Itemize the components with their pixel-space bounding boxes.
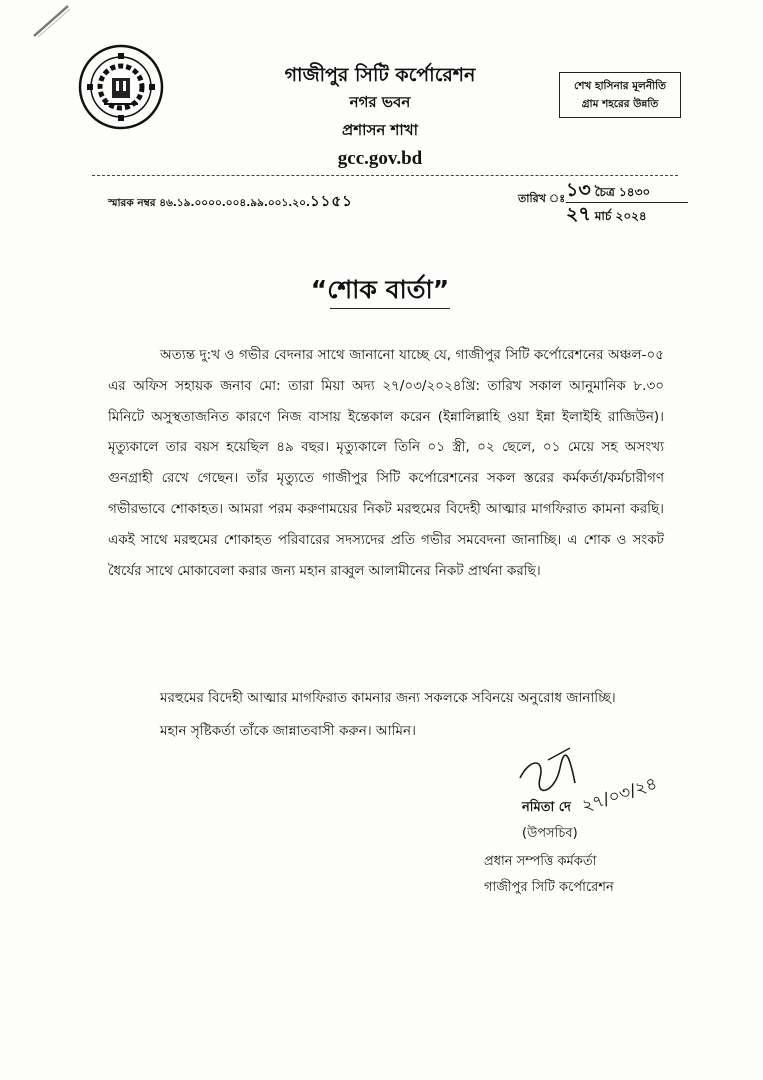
closing-line-1: মরহুমের বিদেহী আত্মার মাগফিরাত কামনার জন্য সকলকে সবিনয়ে অনুরোধ জানাচ্ছি।	[160, 690, 616, 706]
date-english-day: ২৭	[566, 203, 591, 225]
website[interactable]: gcc.gov.bd	[337, 148, 423, 169]
memo-reference	[108, 190, 353, 215]
signatory-organization: গাজীপুর সিটি কর্পোরেশন	[484, 880, 614, 895]
date-label: তারিখ ঃ	[518, 192, 566, 205]
date-bangla-rest: চৈত্র ১৪৩০	[594, 185, 651, 199]
building-name: নগর ভবন	[349, 93, 411, 111]
signatory-name: নমিতা দে	[522, 800, 571, 815]
slogan-line-1: শেখ হাসিনার মূলনীতি	[573, 80, 667, 92]
document-title: “শোক বার্তা”	[310, 275, 450, 304]
section-name: প্রশাসন শাখা	[342, 121, 418, 139]
signatory-office: প্রধান সম্পত্তি কর্মকর্তা	[484, 854, 597, 869]
signatory-designation: (উপসচিব)	[522, 826, 578, 841]
slogan-box	[559, 72, 681, 118]
memo-label: স্মারক নম্বর ৪৬.১৯.০০০০.০০৪.৯৯.০০১.২০.	[108, 197, 310, 209]
closing-line-2: মহান সৃষ্টিকর্তা তাঁকে জান্নাতবাসী করুন। আমিন।	[160, 723, 416, 739]
slogan-line-2: গ্রাম শহরের উন্নতি	[581, 98, 659, 110]
paragraph-main: অত্যন্ত দু:খ ও গভীর বেদনার সাথে জানানো যাচ্ছে যে, গাজীপুর সিটি কর্পোরেশনের অঞ্চল-০৫ এর অফিস সহায়ক জনাব মো: তারা মিয়া অদ্য ২৭/০৩/২০২৪খ্রি: তারিখ সকাল আনুমানিক ৮.৩০ মিনিটে অসুস্থতাজনিত কারণে নিজ বাসায় ইন্তেকাল করেন (ইন্নালিল্লাহি ওয়া ইন্না ইলাইহি রাজিউন)। মৃত্যুকালে তার বয়স হয়েছিল ৪৯ বছর। মৃত্যুকালে তিনি ০১ স্ত্রী, ০২ ছেলে, ০১ মেয়ে সহ অসংখ্য গুনগ্রাহী রেখে গেছেন। তাঁর মৃত্যুতে গাজীপুর সিটি কর্পোরেশনের সকল স্তরের কর্মকর্তা/কর্মচারীগণ গভীরভাবে শোকাহত। আমরা পরম করুণাময়ের নিকট মরহুমের বিদেহী আত্মার মাগফিরাত কামনা করছি। একই সাথে মরহুমের শোকাহত পরিবারের সদস্যদের প্রতি গভীর সমবেদনা জানাচ্ছি। এ শোক ও সংকট ধৈর্যের সাথে মোকাবেলা করার জন্য মহান রাব্বুল আলামীনের নিকট প্রার্থনা করছি।	[108, 347, 664, 579]
date-english	[566, 200, 647, 232]
gazipur-city-corporation-logo	[78, 44, 164, 130]
date-bangla-day: ১৩	[566, 179, 591, 201]
memo-number: ১১৫১	[309, 192, 353, 210]
letterhead	[240, 62, 520, 174]
pen-stroke-mark	[30, 2, 74, 38]
condolence-body	[108, 340, 664, 586]
signature-date: ২৭/০৩/২৪	[579, 773, 660, 817]
organization-name: গাজীপুর সিটি কর্পোরেশন	[284, 64, 476, 86]
title-underline	[330, 308, 450, 309]
date-english-rest: মার্চ ২০২৪	[594, 209, 647, 223]
